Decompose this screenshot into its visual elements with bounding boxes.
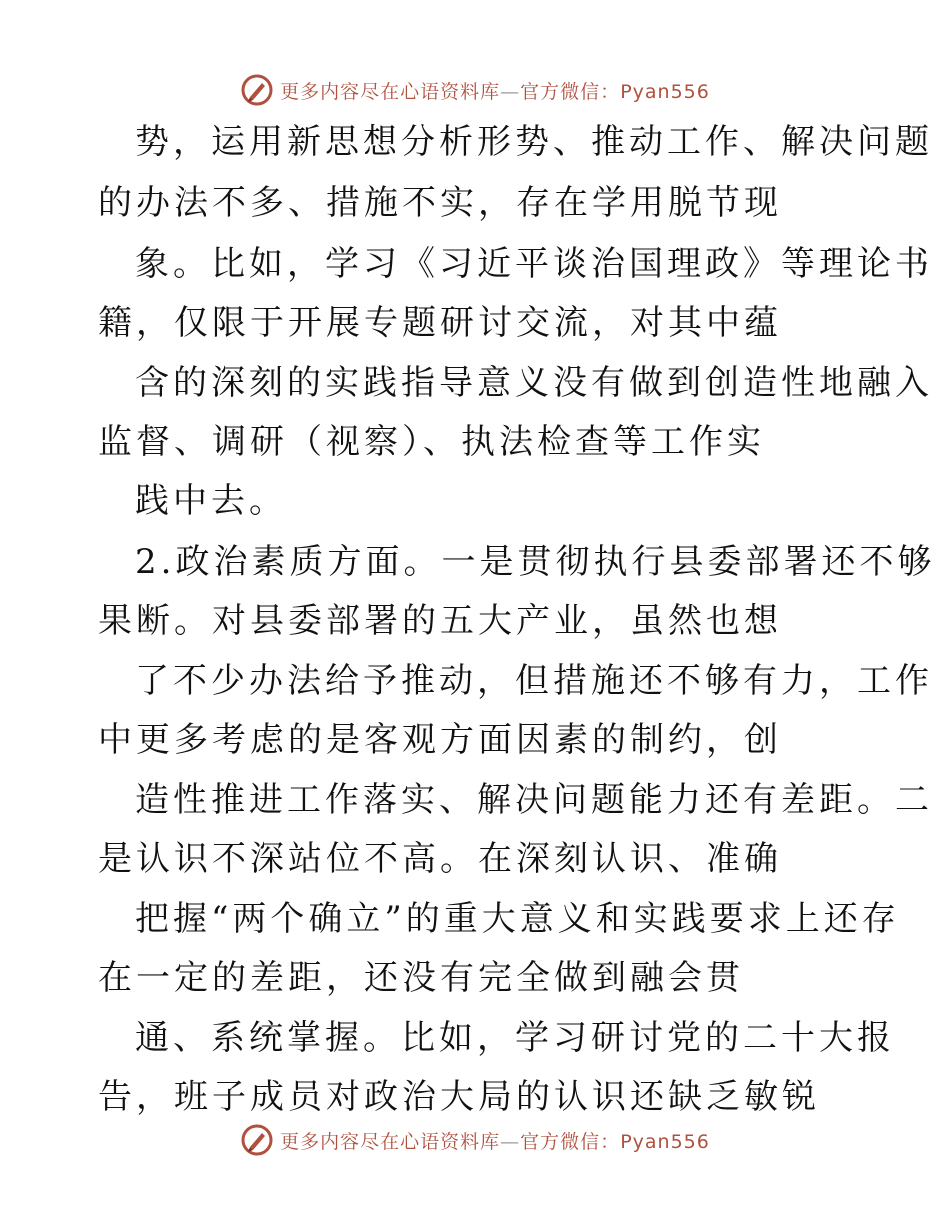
text-line: 含的深刻的实践指导意义没有做到创造性地融入 bbox=[135, 363, 933, 403]
text-line: 监督、调研（视察）、执法检查等工作实 bbox=[98, 422, 765, 462]
text-line: 的办法不多、措施不实，存在学用脱节现 bbox=[98, 183, 782, 223]
text-line: 造性推进工作落实、解决问题能力还有差距。二 bbox=[135, 780, 933, 820]
text-line: 把握“两个确立”的重大意义和实践要求上还存 bbox=[135, 899, 900, 939]
watermark-separator: — bbox=[500, 80, 521, 103]
text-line: 通、系统掌握。比如，学习研讨党的二十大报 bbox=[135, 1018, 895, 1058]
text-line: 践中去。 bbox=[135, 481, 287, 521]
text-line: 在一定的差距，还没有完全做到融会贯 bbox=[98, 958, 744, 998]
watermark-title: 更多内容尽在心语资料库 bbox=[280, 80, 501, 103]
watermark-id: Pyan556 bbox=[620, 80, 710, 103]
text-line: 了不少办法给予推动，但措施还不够有力，工作 bbox=[135, 661, 933, 701]
text-line: 是认识不深站位不高。在深刻认识、准确 bbox=[98, 839, 782, 879]
watermark-title: 更多内容尽在心语资料库 bbox=[280, 1130, 501, 1153]
text-line: 果断。对县委部署的五大产业，虽然也想 bbox=[98, 601, 782, 641]
watermark-contact: 官方微信： bbox=[520, 1130, 621, 1153]
text-line: 势，运用新思想分析形势、推动工作、解决问题 bbox=[135, 122, 933, 162]
footer-watermark bbox=[0, 1120, 950, 1160]
watermark-contact: 官方微信： bbox=[520, 80, 621, 103]
watermark-id: Pyan556 bbox=[620, 1130, 710, 1153]
text-line: 告，班子成员对政治大局的认识还缺乏敏锐 bbox=[98, 1077, 820, 1117]
header-watermark bbox=[0, 70, 950, 110]
text-line: 籍，仅限于开展专题研讨交流，对其中蕴 bbox=[98, 303, 782, 343]
text-line: 中更多考虑的是客观方面因素的制约，创 bbox=[98, 720, 782, 760]
pen-logo-icon bbox=[240, 1123, 274, 1157]
text-line: 象。比如，学习《习近平谈治国理政》等理论书 bbox=[135, 244, 933, 284]
watermark-separator: — bbox=[500, 1130, 521, 1153]
pen-logo-icon bbox=[240, 73, 274, 107]
text-line: 2.政治素质方面。一是贯彻执行县委部署还不够 bbox=[135, 542, 936, 582]
